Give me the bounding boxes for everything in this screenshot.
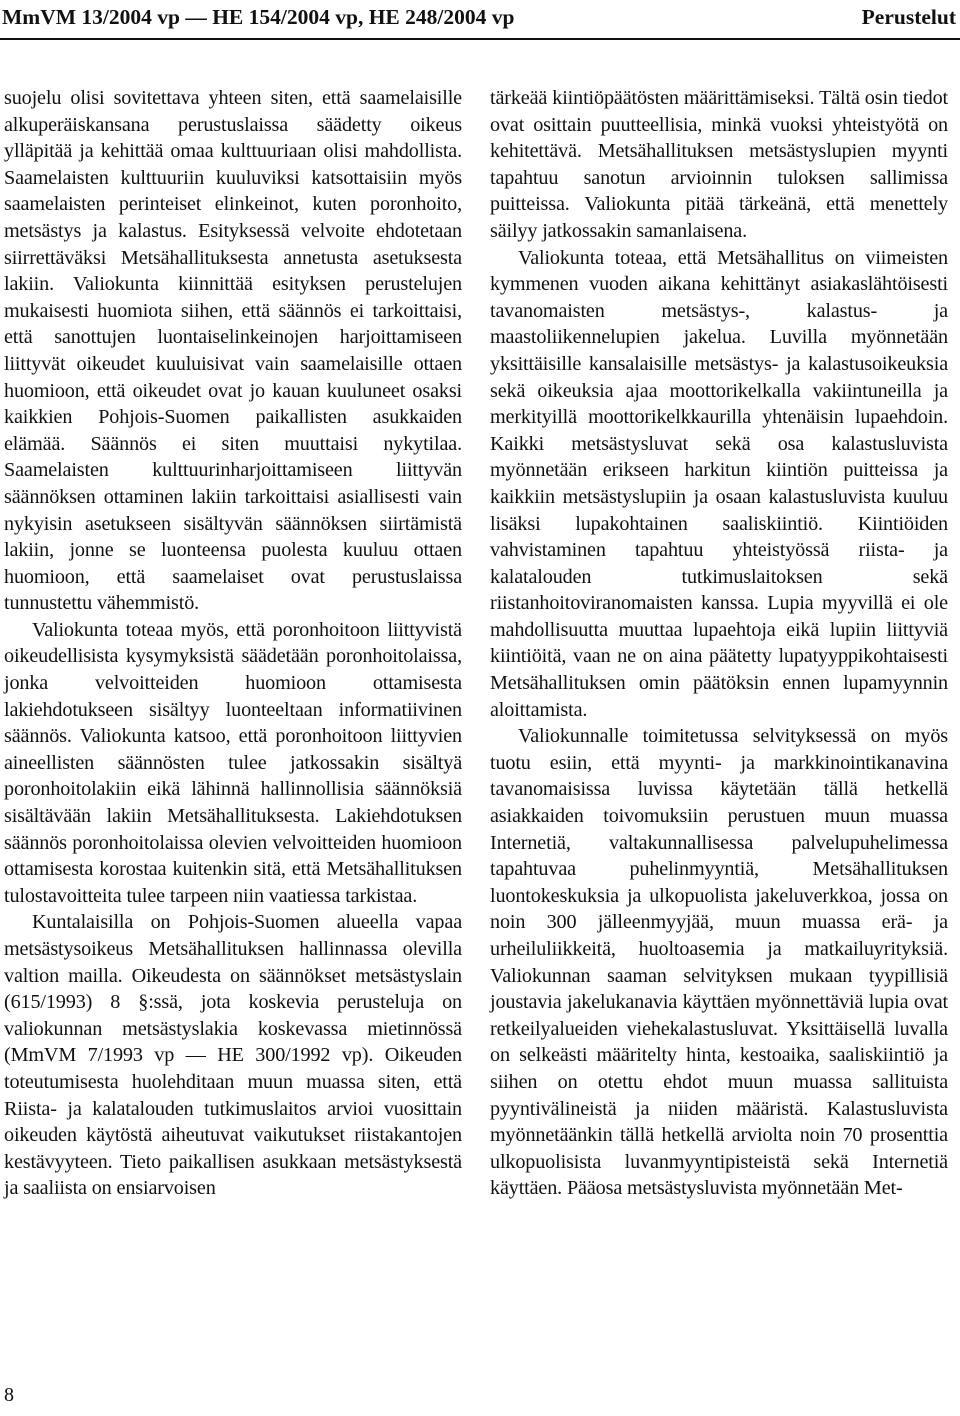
left-column [4,85,462,1202]
paragraph: Valiokunta toteaa, että Metsähallitus on viimeisten kymmenen vuoden aikana kehittänyt asiakaslähtöisesti tavanomaisten metsästys-, kalastus- ja maastoliikennelupien jakelua. Luvilla myönnetään yksittäisille kansalaisille metsästys- ja kalastusoikeuksia sekä oikeuksia ajaa moottorikelkalla vakiintuneilla ja merkityillä moottorikelkkaurilla yhtenäisin lupaehdoin. Kaikki metsästysluvat sekä osa kalastusluvista myönnetään erikseen harkitun kiintiön puitteissa ja kaikkiin metsästyslupiin ja osaan kalastusluvista kuuluu lisäksi lupakohtainen saaliskiintiö. Kiintiöiden vahvistaminen tapahtuu yhteistyössä riista- ja kalatalouden tutkimuslaitoksen sekä riistanhoitoviranomaisten kanssa. Lupia myyvillä ei ole mahdollisuutta muuttaa lupaehtoja eikä lupiin liittyviä kiintiöitä, vaan ne on aina päätetty lupatyyppikohtaisesti Metsähallituksen omin päätöksin ennen lupamyynnin aloittamista. [490,246,948,721]
paragraph: suojelu olisi sovitettava yhteen siten, että saamelaisille alkuperäiskansana perustuslaissa säädetty oikeus ylläpitää ja kehittää omaa kulttuuriaan olisi mahdollista. Saamelaisten kulttuuriin kuuluviksi katsottaisiin myös saamelaisten perinteiset elinkeinot, kuten poronhoito, metsästys ja kalastus. Esityksessä velvoite ehdotetaan siirrettäväksi Metsähallituksesta annetusta asetuksesta lakiin. Valiokunta kiinnittää esityksen perustelujen mukaisesti huomiota siihen, että säännös ei tarkoittaisi, että sanottujen luontaiselinkeinojen harjoittamiseen liittyvät oikeudet kuuluisivat vain saamelaisille ottaen huomioon, että oikeudet ovat jo kauan kuuluneet osaksi kaikkien Pohjois-Suomen paikallisten asukkaiden elämää. Säännös ei siten muuttaisi nykytilaa. Saamelaisten kulttuurinharjoittamiseen liittyvän säännöksen ottaminen lakiin tarkoittaisi asiallisesti vain nykyisin asetukseen sisältyvän säännöksen siirtämistä lakiin, jonne se luonteensa puolesta kuuluu ottaen huomioon, että saamelaiset ovat perustuslaissa tunnustettu vähemmistö. [4,87,462,615]
header-rule [0,38,960,40]
document-reference: MmVM 13/2004 vp — HE 154/2004 vp, HE 248/2004 vp [2,5,515,29]
section-title: Perustelut [861,5,956,29]
paragraph: Valiokunta toteaa myös, että poronhoitoon liittyvistä oikeudellisista kysymyksistä säädetään poronhoitolaissa, jonka velvoitteiden huomioon ottamisesta lakiehdotukseen sisältyy luonteeltaan informatiivinen säännös. Valiokunta katsoo, että poronhoitoon liittyvien aineellisten säännösten tulee jatkossakin sisältyä poronhoitolakiin eikä lähinnä hallinnollisia säännöksiä sisältävään lakiin Metsähallituksesta. Lakiehdotuksen säännös poronhoitolaissa olevien velvoitteiden huomioon ottamisesta korostaa kuitenkin sitä, että Metsähallituksen tulostavoitteita tulee tarpeen niin vaatiessa tarkistaa. [4,618,462,907]
running-header [0,0,960,34]
page-number: 8 [4,1384,14,1406]
right-column [490,85,948,1202]
paragraph: tärkeää kiintiöpäätösten määrittämiseksi. Tältä osin tiedot ovat osittain puutteellisia, minkä vuoksi yhteistyötä on kehitettävä. Metsähallituksen metsästyslupien myynti tapahtuu sanotun arvioinnin tuloksen sallimissa puitteissa. Valiokunta pitää tärkeänä, että menettely säilyy jatkossakin samanlaisena. [490,87,948,242]
paragraph: Kuntalaisilla on Pohjois-Suomen alueella vapaa metsästysoikeus Metsähallituksen hallinnassa olevilla valtion mailla. Oikeudesta on säännökset metsästyslain (615/1993) 8 §:ssä, jota koskevia perusteluja on valiokunnan metsästyslakia koskevassa mietinnössä (MmVM 7/1993 vp — HE 300/1992 vp). Oikeuden toteutumisesta huolehditaan muun muassa siten, että Riista- ja kalatalouden tutkimuslaitos arvioi vuosittain oikeuden käytöstä aiheutuvat vaikutukset riistakantojen kestävyyteen. Tieto paikallisen asukkaan metsästyksestä ja saaliista on ensiarvoisen [4,911,462,1200]
paragraph: Valiokunnalle toimitetussa selvityksessä on myös tuotu esiin, että myynti- ja markkinointikanavina tavanomaisissa luvissa käytetään tällä hetkellä asiakkaiden toivomuksiin perustuen muun muassa Internetiä, valtakunnallisessa palvelupuhelimessa tapahtuvaa puhelinmyyntiä, Metsähallituksen luontokeskuksia ja ulkopuolista jakeluverkkoa, jossa on noin 300 jälleenmyyjää, muun muassa erä- ja urheiluliikkeitä, huoltoasemia ja matkailuyrityksiä. Valiokunnan saaman selvityksen mukaan tyypillisiä joustavia jakelukanavia käyttäen myönnettäviä lupia ovat retkeilyalueiden viehekalastusluvat. Yksittäisellä luvalla on selkeästi määritelty hinta, kestoaika, saaliskiintiö ja siihen on otettu ehdot muun muassa sallituista pyyntivälineistä ja niiden määristä. Kalastusluvista myönnetäänkin tällä hetkellä arviolta noin 70 prosenttia ulkopuolisista luvanmyyntipisteistä sekä Internetiä käyttäen. Pääosa metsästysluvista myönnetään Met- [490,725,948,1200]
